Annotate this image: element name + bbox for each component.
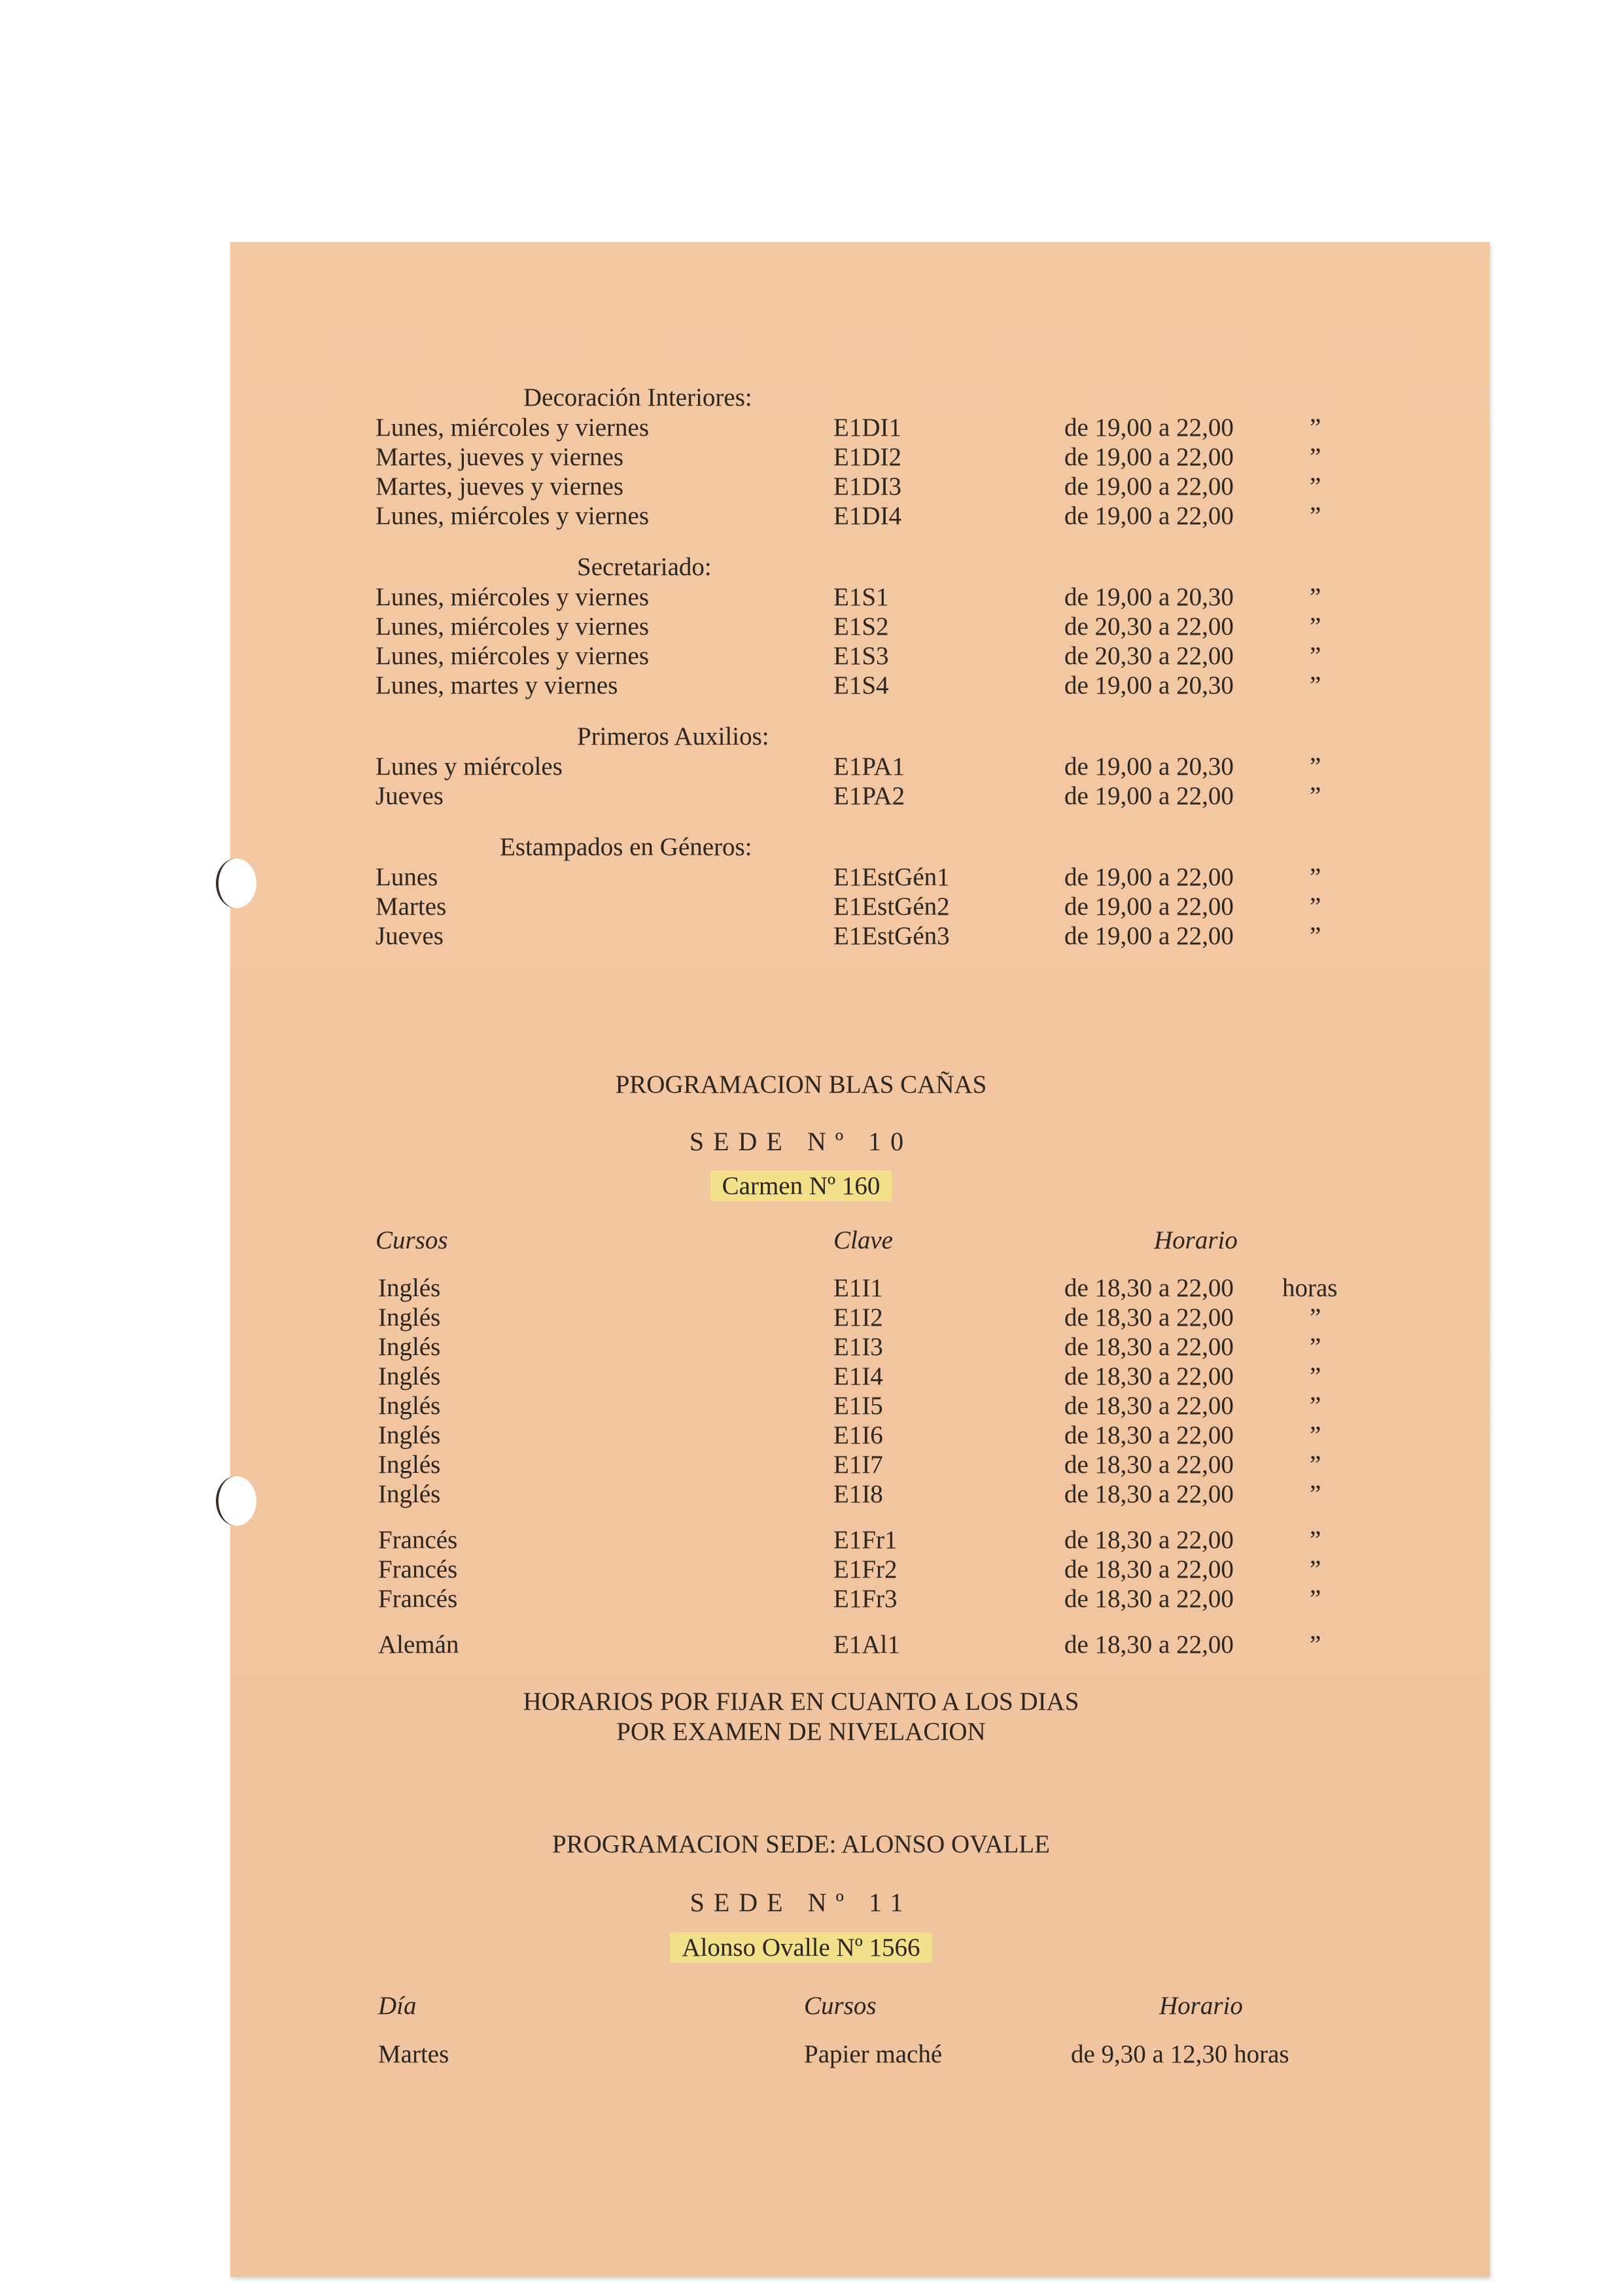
clave-cell: E1S3 xyxy=(833,642,889,670)
clave-cell: E1S2 xyxy=(833,612,889,641)
unit-cell: ” xyxy=(1310,1303,1321,1332)
clave-cell: E1I2 xyxy=(833,1303,883,1332)
course-row xyxy=(378,1525,1503,1555)
dias-cell: Martes xyxy=(375,892,447,921)
schedule-row xyxy=(375,501,1488,531)
clave-cell: E1I3 xyxy=(833,1333,883,1361)
horario-cell: de 19,00 a 22,00 xyxy=(1064,414,1234,442)
schedule-row xyxy=(375,472,1488,502)
horario-cell: de 19,00 a 22,00 xyxy=(1064,443,1234,471)
note-line: HORARIOS POR FIJAR EN CUANTO A LOS DIAS xyxy=(523,1687,1079,1716)
unit-cell: ” xyxy=(1310,1333,1321,1361)
curso-cell: Francés xyxy=(378,1585,458,1613)
course-row xyxy=(378,1362,1503,1392)
sede-address-wrap xyxy=(171,1933,1431,1963)
curso-cell: Inglés xyxy=(378,1421,441,1449)
clave-cell: E1I5 xyxy=(833,1392,883,1420)
unit-cell: ” xyxy=(1310,1451,1321,1479)
clave-cell: E1S4 xyxy=(833,671,889,699)
section-title: PROGRAMACION BLAS CAÑAS xyxy=(615,1070,987,1099)
unit-cell: ” xyxy=(1310,642,1321,670)
unit-cell: ” xyxy=(1310,892,1321,921)
dias-cell: Lunes, miércoles y viernes xyxy=(375,642,650,670)
horario-cell: de 18,30 a 22,00 xyxy=(1064,1303,1234,1332)
unit-cell: ” xyxy=(1310,1392,1321,1420)
curso-cell: Inglés xyxy=(378,1303,441,1332)
schedule-row xyxy=(375,671,1488,701)
dias-cell: Lunes xyxy=(375,863,438,891)
horario-cell: de 18,30 a 22,00 xyxy=(1064,1392,1234,1420)
clave-cell: E1DI1 xyxy=(833,414,901,442)
horario-cell: de 18,30 a 22,00 xyxy=(1064,1555,1234,1583)
horario-cell: de 18,30 a 22,00 xyxy=(1064,1585,1234,1613)
course-row xyxy=(378,1303,1503,1333)
sede-address-wrap xyxy=(171,1171,1431,1201)
dias-cell: Lunes, miércoles y viernes xyxy=(375,414,650,442)
unit-cell: ” xyxy=(1310,583,1321,611)
section-heading: Decoración Interiores: xyxy=(523,383,752,412)
clave-cell: E1DI4 xyxy=(833,502,901,530)
section-title: PROGRAMACION SEDE: ALONSO OVALLE xyxy=(552,1830,1050,1858)
dias-cell: Martes, jueves y viernes xyxy=(375,443,624,471)
dias-cell: Jueves xyxy=(375,782,444,810)
horario-cell: de 20,30 a 22,00 xyxy=(1064,612,1234,641)
note-line: POR EXAMEN DE NIVELACION xyxy=(616,1718,986,1746)
horario-cell: de 19,00 a 22,00 xyxy=(1064,472,1234,501)
curso-cell: Inglés xyxy=(378,1451,441,1479)
schedule-row xyxy=(375,641,1488,671)
clave-cell: E1EstGén3 xyxy=(833,922,950,950)
header-cursos: Cursos xyxy=(375,1226,448,1254)
course-row xyxy=(378,1332,1503,1362)
dias-cell: Lunes, miércoles y viernes xyxy=(375,612,650,641)
sede-number: SEDE Nº 10 xyxy=(689,1127,913,1156)
course-row xyxy=(378,1421,1503,1451)
sede-address: Carmen Nº 160 xyxy=(710,1171,892,1201)
course-row xyxy=(378,1630,1503,1660)
dias-cell: Lunes, miércoles y viernes xyxy=(375,502,650,530)
table-header xyxy=(375,1226,1488,1256)
clave-cell: E1DI2 xyxy=(833,443,901,471)
horario-cell: de 19,00 a 22,00 xyxy=(1064,782,1234,810)
clave-cell: E1PA1 xyxy=(833,752,905,781)
curso-cell: Inglés xyxy=(378,1274,441,1302)
course-row xyxy=(378,1479,1503,1510)
clave-cell: E1I7 xyxy=(833,1451,883,1479)
schedule-row xyxy=(375,442,1488,472)
horario-cell: de 18,30 a 22,00 xyxy=(1064,1421,1234,1449)
clave-cell: E1Al1 xyxy=(833,1631,900,1659)
clave-cell: E1PA2 xyxy=(833,782,905,810)
course-row xyxy=(378,1273,1503,1303)
unit-cell: ” xyxy=(1310,1480,1321,1508)
horario-cell: de 18,30 a 22,00 xyxy=(1064,1362,1234,1390)
horario-cell: de 9,30 a 12,30 horas xyxy=(1071,2040,1289,2068)
unit-cell: ” xyxy=(1310,863,1321,891)
schedule-row xyxy=(375,612,1488,642)
curso-cell: Inglés xyxy=(378,1392,441,1420)
course-row xyxy=(378,1555,1503,1585)
course-row xyxy=(378,1391,1503,1421)
unit-cell: ” xyxy=(1310,782,1321,810)
dias-cell: Lunes y miércoles xyxy=(375,752,563,781)
schedule-row xyxy=(375,752,1488,782)
clave-cell: E1Fr3 xyxy=(833,1585,898,1613)
section-heading: Estampados en Géneros: xyxy=(500,833,752,861)
header-clave: Clave xyxy=(833,1226,893,1254)
horario-cell: de 19,00 a 22,00 xyxy=(1064,502,1234,530)
horario-cell: de 18,30 a 22,00 xyxy=(1064,1451,1234,1479)
unit-cell: ” xyxy=(1310,671,1321,699)
horario-cell: de 18,30 a 22,00 xyxy=(1064,1333,1234,1361)
table-header xyxy=(378,1991,1490,2021)
horario-cell: de 18,30 a 22,00 xyxy=(1064,1631,1234,1659)
schedule-row xyxy=(375,582,1488,612)
course-row xyxy=(378,1450,1503,1480)
horario-cell: de 19,00 a 22,00 xyxy=(1064,863,1234,891)
clave-cell: E1I4 xyxy=(833,1362,883,1390)
curso-cell: Papier maché xyxy=(804,2040,943,2068)
course-row xyxy=(378,1584,1503,1614)
header-horario: Horario xyxy=(1159,1992,1243,2020)
dia-cell: Martes xyxy=(378,2040,449,2068)
header-horario: Horario xyxy=(1154,1226,1238,1254)
horario-cell: de 19,00 a 22,00 xyxy=(1064,892,1234,921)
curso-cell: Inglés xyxy=(378,1480,441,1508)
curso-cell: Inglés xyxy=(378,1333,441,1361)
section-heading: Primeros Auxilios: xyxy=(577,722,769,751)
clave-cell: E1I6 xyxy=(833,1421,883,1449)
schedule-content xyxy=(230,242,1490,2277)
dias-cell: Lunes, martes y viernes xyxy=(375,671,618,699)
unit-cell: ” xyxy=(1310,472,1321,501)
horario-cell: de 19,00 a 20,30 xyxy=(1064,671,1234,699)
unit-cell: ” xyxy=(1310,1585,1321,1613)
header-cursos: Cursos xyxy=(804,1992,877,2020)
unit-cell: ” xyxy=(1310,612,1321,641)
unit-cell: ” xyxy=(1310,1362,1321,1390)
dias-cell: Martes, jueves y viernes xyxy=(375,472,624,501)
unit-cell: ” xyxy=(1310,1421,1321,1449)
unit-cell: ” xyxy=(1310,414,1321,442)
sede-number: SEDE Nº 11 xyxy=(689,1888,913,1917)
course-row xyxy=(378,2040,1490,2070)
unit-cell: ” xyxy=(1310,752,1321,781)
horario-cell: de 18,30 a 22,00 xyxy=(1064,1526,1234,1554)
clave-cell: E1DI3 xyxy=(833,472,901,501)
document-page xyxy=(230,242,1490,2277)
clave-cell: E1S1 xyxy=(833,583,889,611)
clave-cell: E1Fr2 xyxy=(833,1555,898,1583)
horario-cell: de 18,30 a 22,00 xyxy=(1064,1480,1234,1508)
clave-cell: E1EstGén1 xyxy=(833,863,950,891)
schedule-row xyxy=(375,862,1488,892)
clave-cell: E1I8 xyxy=(833,1480,883,1508)
clave-cell: E1EstGén2 xyxy=(833,892,950,921)
sede-address: Alonso Ovalle Nº 1566 xyxy=(670,1932,932,1963)
curso-cell: Alemán xyxy=(378,1631,459,1659)
header-dia: Día xyxy=(378,1992,417,2020)
horario-cell: de 18,30 a 22,00 xyxy=(1064,1274,1234,1302)
horario-cell: de 19,00 a 22,00 xyxy=(1064,922,1234,950)
unit-cell: ” xyxy=(1310,1526,1321,1554)
dias-cell: Jueves xyxy=(375,922,444,950)
section-heading: Secretariado: xyxy=(577,553,712,581)
clave-cell: E1Fr1 xyxy=(833,1526,898,1554)
curso-cell: Francés xyxy=(378,1555,458,1583)
dias-cell: Lunes, miércoles y viernes xyxy=(375,583,650,611)
schedule-row xyxy=(375,892,1488,922)
schedule-row xyxy=(375,413,1488,443)
clave-cell: E1I1 xyxy=(833,1274,883,1302)
unit-cell: ” xyxy=(1310,502,1321,530)
horario-cell: de 20,30 a 22,00 xyxy=(1064,642,1234,670)
horario-cell: de 19,00 a 20,30 xyxy=(1064,583,1234,611)
unit-cell: ” xyxy=(1310,1555,1321,1583)
unit-cell: ” xyxy=(1310,1631,1321,1659)
curso-cell: Francés xyxy=(378,1526,458,1554)
unit-cell: ” xyxy=(1310,922,1321,950)
schedule-row xyxy=(375,921,1488,951)
schedule-row xyxy=(375,781,1488,811)
horario-cell: de 19,00 a 20,30 xyxy=(1064,752,1234,781)
unit-cell: ” xyxy=(1310,443,1321,471)
unit-cell: horas xyxy=(1282,1274,1338,1302)
curso-cell: Inglés xyxy=(378,1362,441,1390)
